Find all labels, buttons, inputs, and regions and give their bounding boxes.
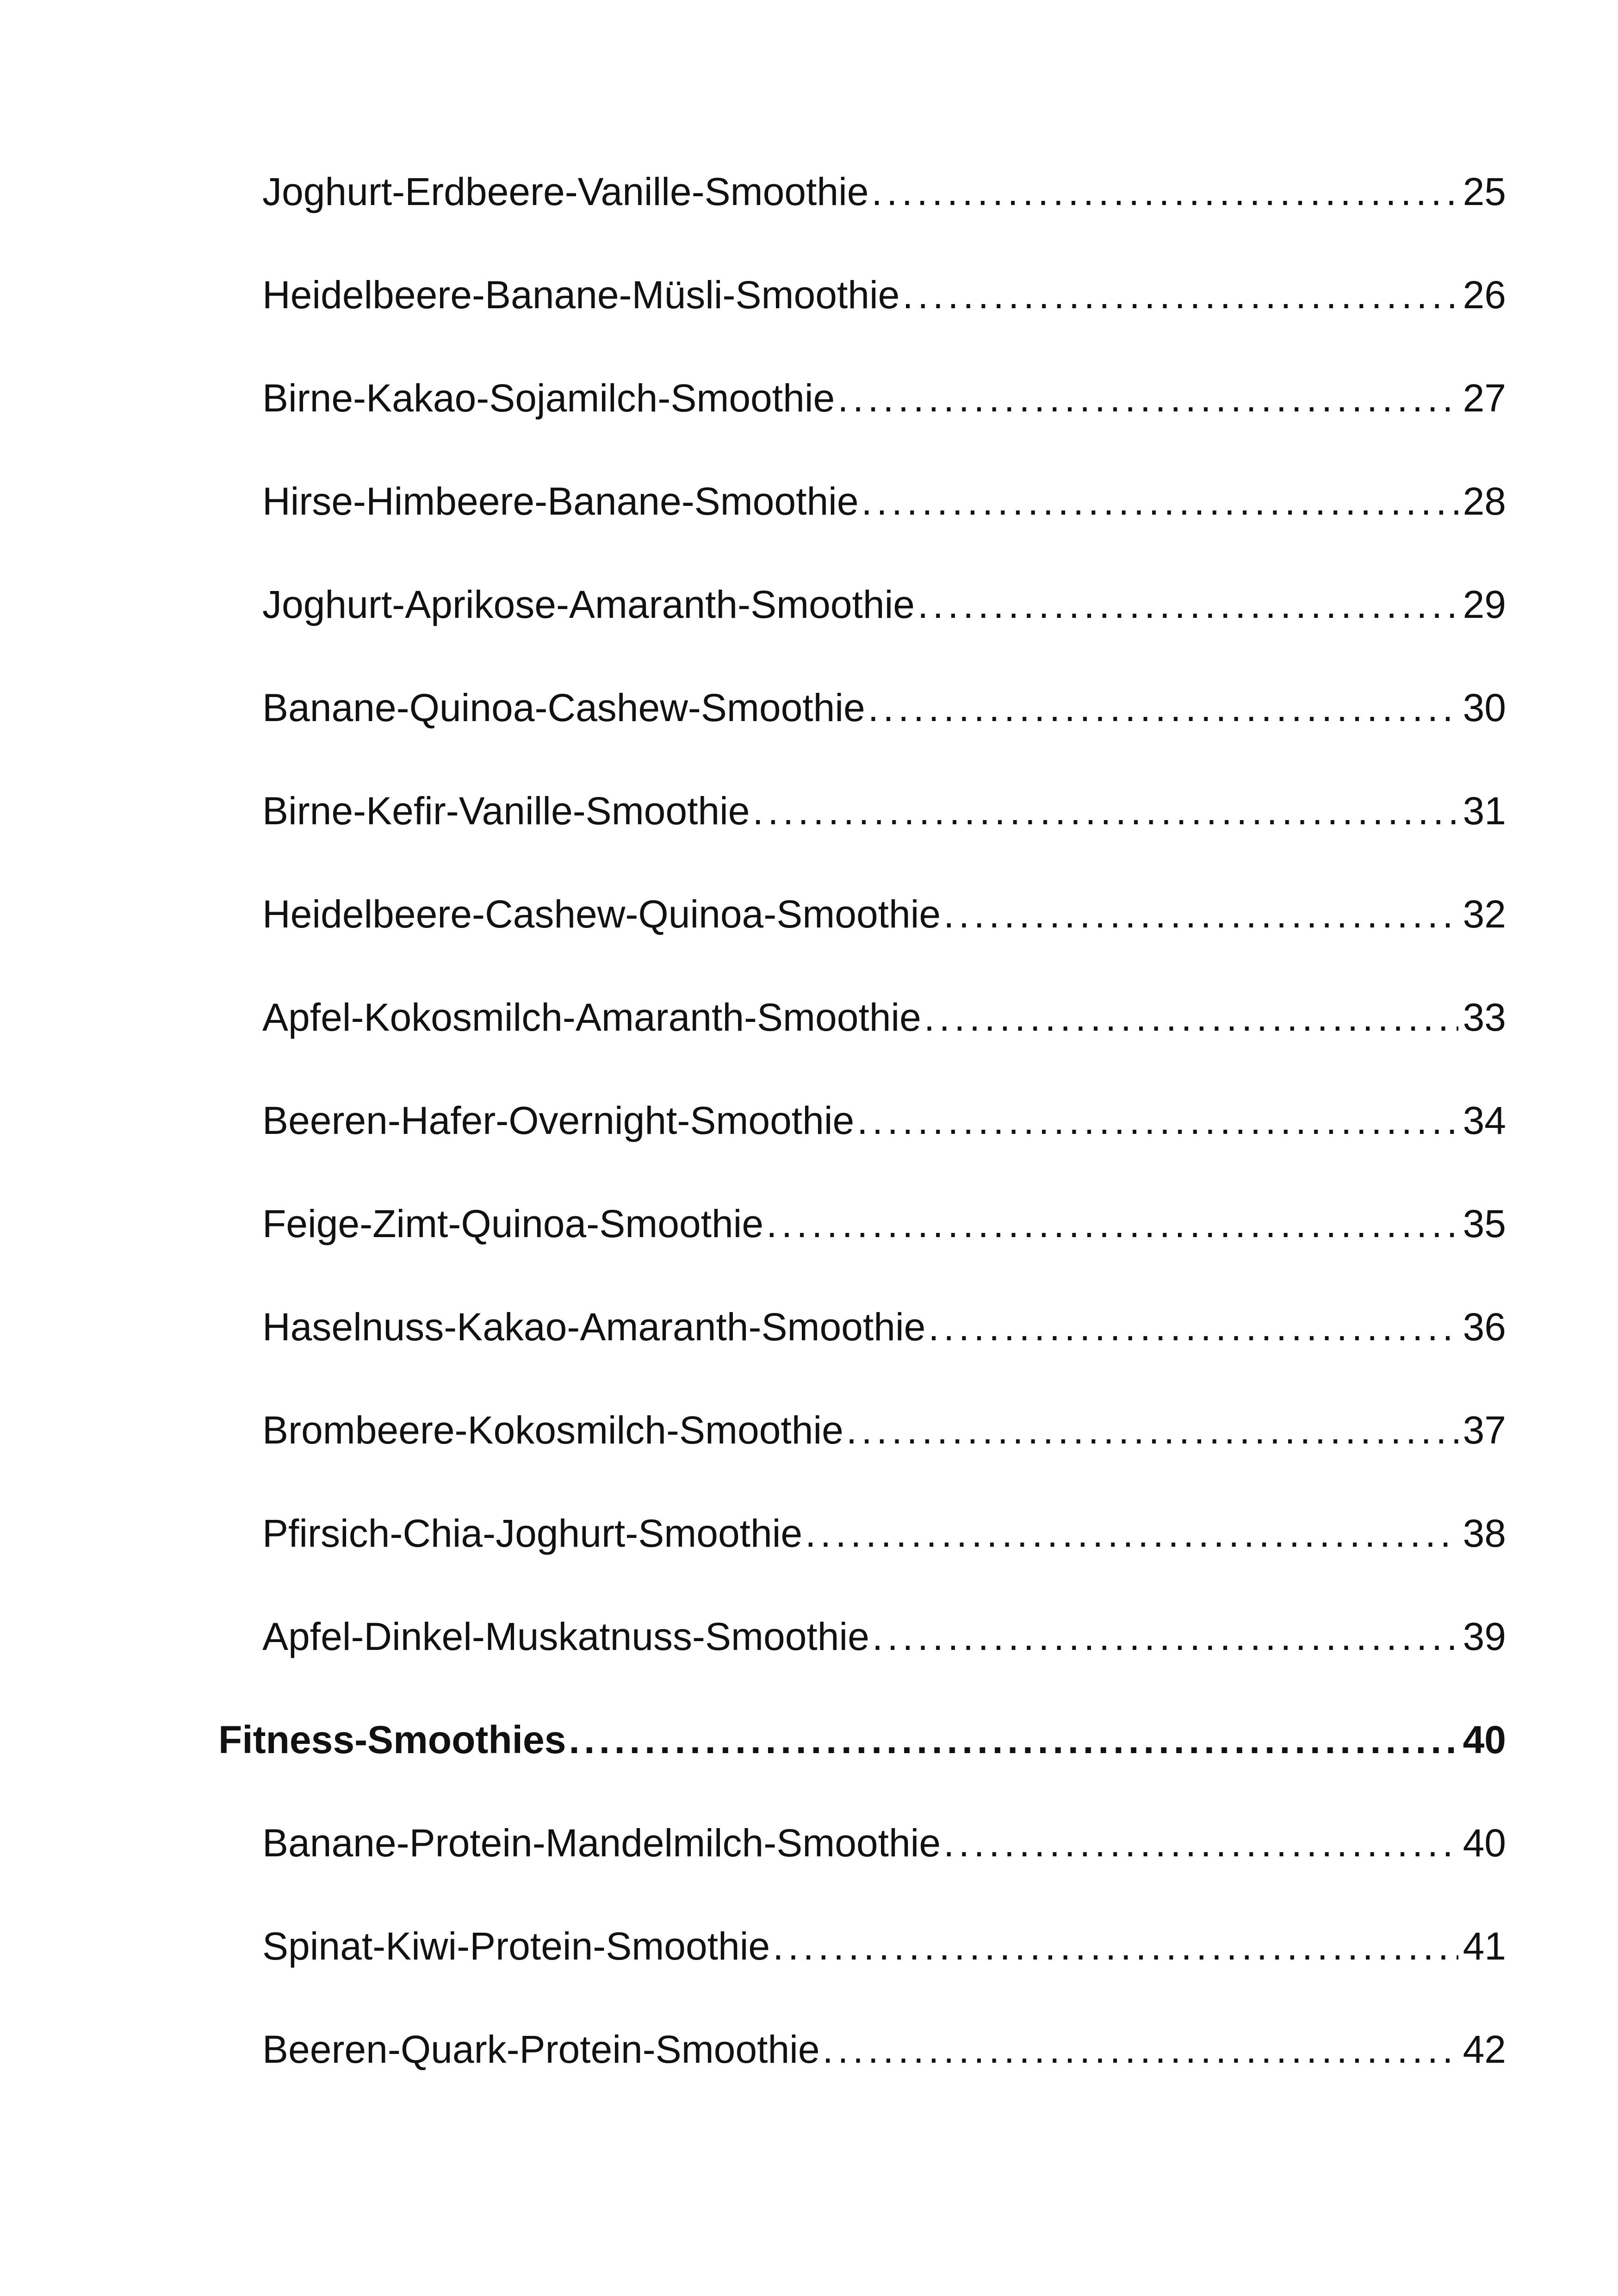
toc-entry[interactable] [262, 1093, 1506, 1148]
dot-leader [871, 164, 1458, 219]
toc-entry-title: Heidelbeere-Banane-Müsli-Smoothie [262, 273, 900, 317]
toc-entry-page-number: 27 [1463, 376, 1506, 420]
toc-entry-title: Beeren-Quark-Protein-Smoothie [262, 2028, 820, 2071]
toc-entry-page-number: 39 [1463, 1615, 1506, 1658]
dot-leader [902, 267, 1458, 323]
toc-entry[interactable] [262, 370, 1506, 426]
toc-entry-page-number: 32 [1463, 892, 1506, 936]
toc-entry[interactable] [262, 164, 1506, 219]
dot-leader [862, 473, 1458, 529]
toc-entry-title: Beeren-Hafer-Overnight-Smoothie [262, 1099, 855, 1142]
dot-leader [943, 1815, 1458, 1871]
dot-leader [805, 1506, 1458, 1561]
dot-leader [924, 989, 1458, 1045]
toc-entry-page-number: 40 [1463, 1821, 1506, 1865]
toc-entry[interactable] [262, 577, 1506, 632]
toc-entry[interactable] [262, 1299, 1506, 1355]
dot-leader [569, 1712, 1458, 1767]
dot-leader [766, 1196, 1458, 1251]
toc-entry-title: Apfel-Dinkel-Muskatnuss-Smoothie [262, 1615, 869, 1658]
toc-entry-page-number: 38 [1463, 1512, 1506, 1555]
toc-entry[interactable] [262, 267, 1506, 323]
toc-entry[interactable] [262, 1402, 1506, 1458]
dot-leader [857, 1093, 1458, 1148]
dot-leader [837, 370, 1458, 426]
toc-entry-title: Joghurt-Erdbeere-Vanille-Smoothie [262, 170, 869, 213]
toc-entry-title: Birne-Kakao-Sojamilch-Smoothie [262, 376, 835, 420]
toc-entry-title: Apfel-Kokosmilch-Amaranth-Smoothie [262, 996, 921, 1039]
toc-section-heading[interactable] [218, 1712, 1506, 1767]
toc-entry-title: Brombeere-Kokosmilch-Smoothie [262, 1408, 843, 1452]
dot-leader [917, 577, 1458, 632]
toc-entry-page-number: 37 [1463, 1408, 1506, 1452]
dot-leader [872, 1609, 1458, 1664]
toc-entry-page-number: 36 [1463, 1305, 1506, 1349]
toc-entry-page-number: 26 [1463, 273, 1506, 317]
toc-entry[interactable] [262, 1609, 1506, 1664]
toc-entry[interactable] [262, 783, 1506, 839]
toc-entry-title: Hirse-Himbeere-Banane-Smoothie [262, 479, 859, 523]
toc-entry-page-number: 41 [1463, 1924, 1506, 1968]
toc-entry[interactable] [262, 989, 1506, 1045]
toc-entry[interactable] [262, 1918, 1506, 1974]
toc-section-page-number: 40 [1463, 1718, 1506, 1761]
dot-leader [846, 1402, 1458, 1458]
toc-entry-title: Spinat-Kiwi-Protein-Smoothie [262, 1924, 770, 1968]
toc-entry-page-number: 30 [1463, 686, 1506, 729]
dot-leader [868, 680, 1458, 735]
toc-entry[interactable] [262, 1196, 1506, 1251]
toc-entry[interactable] [262, 680, 1506, 735]
dot-leader [823, 2022, 1458, 2077]
toc-entry-page-number: 42 [1463, 2028, 1506, 2071]
dot-leader [753, 783, 1458, 839]
toc-entry-page-number: 25 [1463, 170, 1506, 213]
toc-entry-title: Banane-Protein-Mandelmilch-Smoothie [262, 1821, 941, 1865]
toc-entry[interactable] [262, 1815, 1506, 1871]
toc-entry-title: Birne-Kefir-Vanille-Smoothie [262, 789, 750, 833]
toc-entry-page-number: 31 [1463, 789, 1506, 833]
toc-entry-title: Haselnuss-Kakao-Amaranth-Smoothie [262, 1305, 926, 1349]
dot-leader [943, 886, 1458, 942]
toc-entry-title: Joghurt-Aprikose-Amaranth-Smoothie [262, 583, 915, 626]
toc-entry-page-number: 34 [1463, 1099, 1506, 1142]
toc-entry-title: Banane-Quinoa-Cashew-Smoothie [262, 686, 865, 729]
toc-entry[interactable] [262, 473, 1506, 529]
toc-section-title: Fitness-Smoothies [218, 1718, 566, 1761]
toc-entry[interactable] [262, 886, 1506, 942]
toc-entry-title: Heidelbeere-Cashew-Quinoa-Smoothie [262, 892, 941, 936]
toc-entry-page-number: 35 [1463, 1202, 1506, 1245]
dot-leader [773, 1918, 1458, 1974]
toc-entry-title: Feige-Zimt-Quinoa-Smoothie [262, 1202, 764, 1245]
toc-entry[interactable] [262, 2022, 1506, 2077]
toc-entry-page-number: 29 [1463, 583, 1506, 626]
toc-entry[interactable] [262, 1506, 1506, 1561]
dot-leader [928, 1299, 1458, 1355]
toc-entry-page-number: 33 [1463, 996, 1506, 1039]
toc-entry-page-number: 28 [1463, 479, 1506, 523]
toc-entry-title: Pfirsich-Chia-Joghurt-Smoothie [262, 1512, 803, 1555]
